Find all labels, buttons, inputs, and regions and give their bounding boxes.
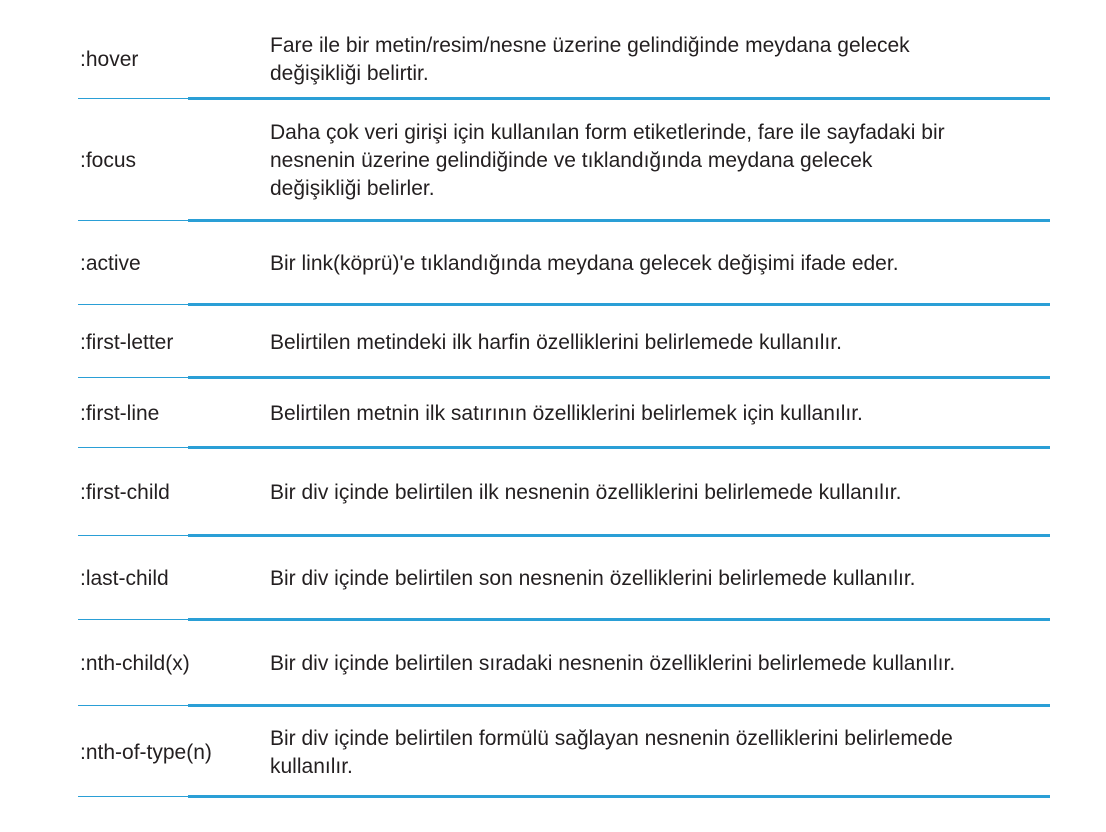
- selector-description: Bir div içinde belirtilen ilk nesnenin özelliklerini belirlemede kullanılır.: [270, 481, 902, 504]
- table-row: [78, 537, 1050, 621]
- selector-name: :last-child: [80, 567, 169, 590]
- selector-name: :nth-of-type(n): [80, 740, 212, 764]
- selector-name: :first-child: [80, 481, 170, 504]
- table-row: [78, 379, 1050, 449]
- selector-description: Belirtilen metnin ilk satırının özelliklerini belirlemek için kullanılır.: [270, 402, 863, 425]
- selector-name: :nth-child(x): [80, 652, 190, 675]
- table-row: [78, 306, 1050, 379]
- selector-description: Belirtilen metindeki ilk harfin özelliklerini belirlemede kullanılır.: [270, 330, 842, 354]
- selector-name: :focus: [80, 149, 137, 172]
- table-row: [78, 20, 1050, 100]
- table-row: [78, 100, 1050, 222]
- selector-description: Bir link(köprü)'e tıklandığında meydana gelecek değişimi ifade eder.: [270, 252, 899, 275]
- selector-name: :first-line: [80, 402, 160, 425]
- table-row: [78, 707, 1050, 798]
- selector-name: :active: [80, 252, 141, 275]
- table-row: [78, 222, 1050, 306]
- selector-description: Bir div içinde belirtilen sıradaki nesnenin özelliklerini belirlemede kullanılır.: [270, 652, 956, 675]
- selector-description: Bir div içinde belirtilen formülü sağlayan nesnenin özelliklerini belirlemede kullanılır.: [270, 726, 953, 778]
- selector-description: Fare ile bir metin/resim/nesne üzerine gelindiğinde meydana gelecek değişikliği belirtir.: [270, 34, 910, 85]
- selector-name: :first-letter: [80, 330, 174, 354]
- row-divider: [78, 795, 1050, 798]
- selector-name: :hover: [80, 48, 139, 71]
- selector-description: Bir div içinde belirtilen son nesnenin özelliklerini belirlemede kullanılır.: [270, 567, 916, 590]
- table-row: [78, 621, 1050, 707]
- selector-description: Daha çok veri girişi için kullanılan form etiketlerinde, fare ile sayfadaki bir nesnenin üzerine gelindiğinde ve tıklandığında meydana gelecek değişikliği belirler.: [270, 121, 945, 200]
- pseudo-class-table: [78, 20, 1050, 798]
- table-row: [78, 449, 1050, 537]
